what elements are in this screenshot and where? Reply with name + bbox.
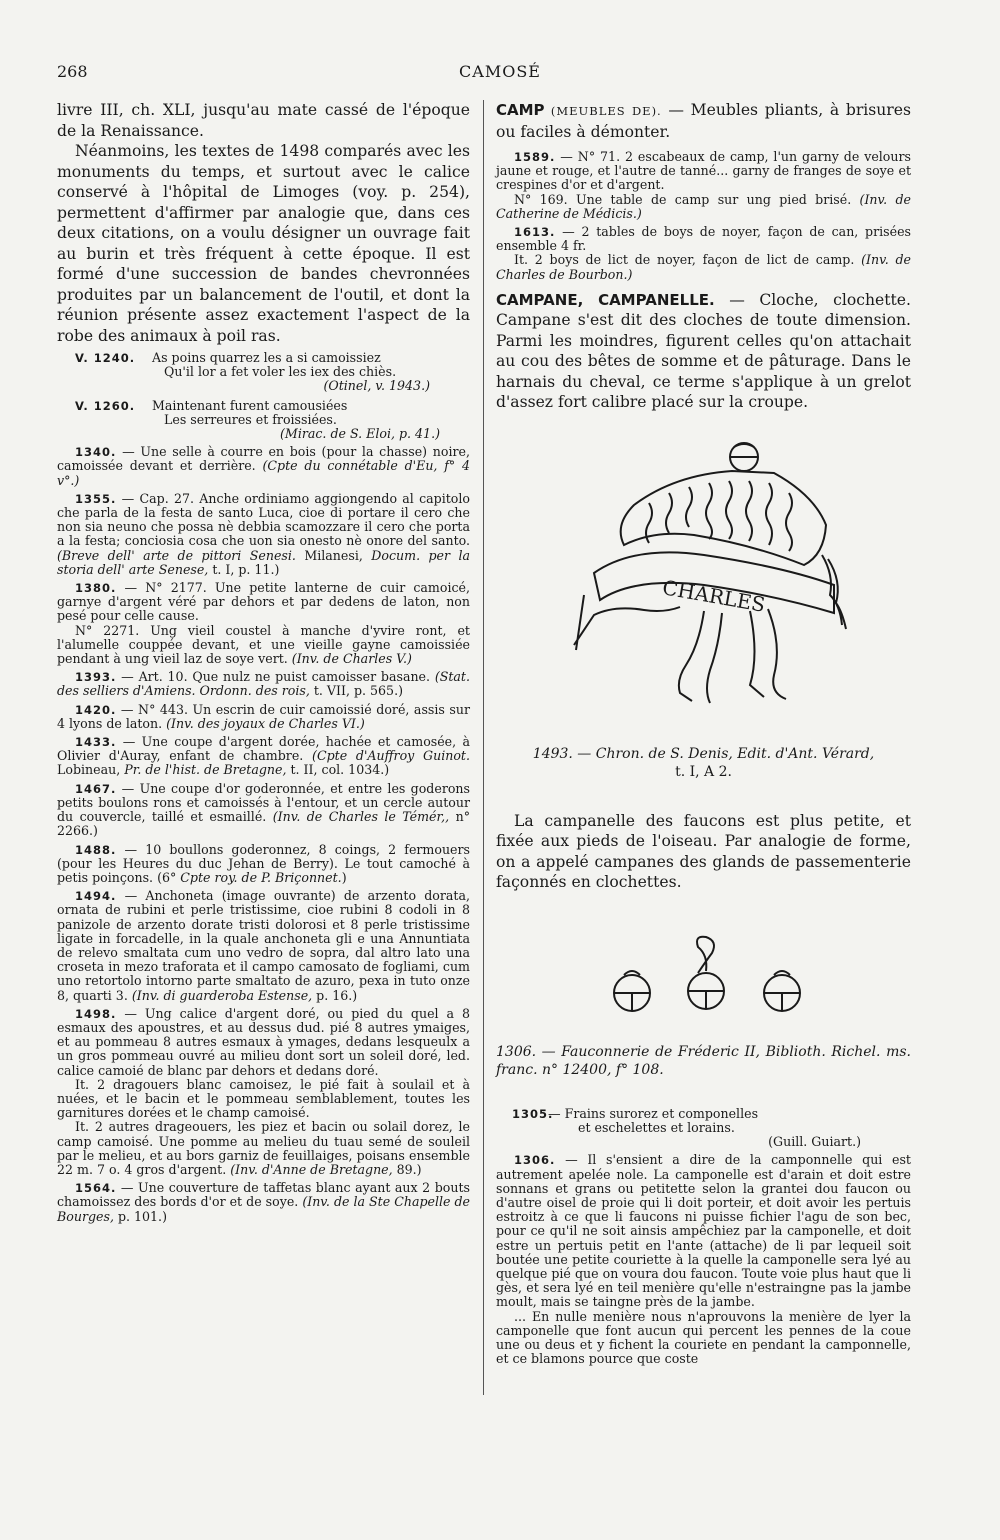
entry-year: 1488. bbox=[75, 842, 117, 857]
entry-year: 1355. bbox=[75, 491, 117, 506]
entry-source: (Inv. de la Ste Chapelle de Bourges, bbox=[57, 1194, 471, 1224]
entry-source: Cpte roy. de P. Briçonnet. bbox=[180, 869, 342, 885]
entry-year: 1498. bbox=[75, 1006, 117, 1021]
verse-line: Les serreures et froissiées. bbox=[164, 411, 337, 427]
entry-year: 1589. bbox=[514, 150, 556, 164]
entry-1393 bbox=[57, 670, 470, 698]
verse-entry-1260 bbox=[57, 399, 470, 442]
headword-campane bbox=[496, 290, 911, 413]
entry-year: 1305. bbox=[512, 1106, 554, 1121]
entry-text: — Il s'ensient a dire de la camponnelle qui est autrement apelée nole. La camponelle est d'arain et doit estre sonnans et grans ou petitette selon la grantei dou faucon ou d'autre oisel de proie qui li doit porteir, et doit avoir les pertuis estroitz à ce que li faucons ni puisse fichier l'agu de son bec, pour ce qu'il ne soit ainsis ampêchiez par la camponelle, et doit estre un pertuis petit en l'ante (attache) de li par lequeil soit boutée une petite couriette à la quelle la camponelle sera lyé au quelque pié que on voura dou faucon. Toute voie plus haut que li gès, et sera lyé en teil menière qu'elle n'estraingne pas la jambe moult, mais se taingne près de la jambe. bbox=[496, 1152, 911, 1310]
entry-year: 1613. bbox=[514, 225, 556, 240]
entry-1498-cont bbox=[57, 1078, 470, 1121]
page-header bbox=[0, 62, 1000, 86]
figure-caption: 1493. — Chron. de S. Denis, Edit. d'Ant. Vérard, bbox=[532, 745, 875, 762]
column-rule bbox=[483, 100, 484, 1395]
verse-source: (Mirac. de S. Eloi, p. 41.) bbox=[280, 426, 440, 442]
entry-1613-cont bbox=[496, 253, 911, 281]
entry-source: (Cpte d'Auffroy Guinot. bbox=[312, 748, 470, 764]
entry-text: n° 2266.) bbox=[57, 809, 470, 839]
entry-year: 1564. bbox=[75, 1181, 117, 1196]
entry-text: — Ung calice d'argent doré, ou pied du quel a 8 esmaux des apoustres, et au dessus dud. pié 8 autres ymaiges, et au pommeau 8 autres esmaux à ymages, dedans lesqueulx a un gros pommeau ouvré au milieu dont sort un soleil doré, led. calice camoié de blanc par dehors et dedans doré. bbox=[57, 1005, 470, 1078]
entry-1589-cont bbox=[496, 193, 911, 221]
entry-source: (Inv. de Charles V.) bbox=[291, 651, 412, 667]
headword-camp bbox=[496, 100, 911, 142]
entry-1613 bbox=[496, 225, 911, 253]
page-number: 268 bbox=[57, 62, 88, 81]
entry-text: — N° 71. 2 escabeaux de camp, l'un garny de velours jaune et rouge, et l'autre de tanné... garny de franges de soye et crespines d'or et d'argent. bbox=[496, 149, 911, 193]
entry-1380 bbox=[57, 581, 470, 624]
falcon-bells-illustration bbox=[594, 931, 814, 1021]
entry-text: — Cap. 27. Anche ordiniamo aggiongendo al capitolo che parla de la festa de santo Luca, cioe di portare il cero che non sia neuno che possa nè debbia scamozzare il cero che porta a la festa; conciosia cosa che uon sia onesto nè onore del santo. bbox=[57, 490, 470, 549]
entry-source: (Inv. de Catherine de Médicis.) bbox=[496, 191, 911, 221]
entry-year: 1340. bbox=[75, 445, 117, 460]
entry-text: 89.) bbox=[392, 1161, 422, 1177]
entry-source: (Inv. di guarderoba Estense, bbox=[131, 987, 313, 1003]
entry-year: V. 1240. bbox=[75, 351, 136, 365]
entry-year: 1393. bbox=[75, 670, 117, 685]
intro-text: livre III, ch. XLI, jusqu'au mate cassé de l'époque de la Renaissance. bbox=[57, 101, 470, 140]
entry-1564 bbox=[57, 1181, 470, 1224]
entry-source: (Inv. de Charles le Témér,, bbox=[272, 809, 450, 825]
headword-qualifier: (MEUBLES DE). bbox=[544, 104, 662, 118]
verse-line: Maintenant furent camousiées bbox=[152, 397, 348, 413]
entry-1306-cont bbox=[496, 1310, 911, 1367]
entry-source: (Inv. des joyaux de Charles VI.) bbox=[166, 715, 365, 731]
inscription-text: CHARLES bbox=[660, 574, 767, 617]
entry-1494 bbox=[57, 889, 470, 1003]
headword: CAMPANE, CAMPANELLE. bbox=[496, 290, 715, 309]
entry-text: — Une coupe d'or goderonnée, et entre les goderons petits boulons rons et camoissés à l'entour, et un cercle autour du couvercle, taillé et esmaillé. bbox=[57, 780, 470, 825]
entry-text: N° 169. Une table de camp sur ung pied brisé. bbox=[514, 191, 860, 207]
figure-caption: t. I, A 2. bbox=[675, 763, 732, 780]
entry-1306 bbox=[496, 1153, 911, 1309]
entry-1467 bbox=[57, 782, 470, 839]
entry-1433 bbox=[57, 735, 470, 778]
left-column bbox=[57, 100, 470, 1224]
entry-text: ) bbox=[341, 869, 347, 885]
entry-text: — Une couverture de taffetas blanc ayant aux 2 bouts chamoissez des bords d'or et de soye. bbox=[57, 1180, 470, 1210]
entry-1380-cont bbox=[57, 624, 470, 667]
entry-year: 1433. bbox=[75, 735, 117, 750]
entry-text: p. 101.) bbox=[113, 1208, 167, 1224]
entry-text: It. 2 autres drageouers, les piez et bacin ou solail dorez, le camp camoisé. Une pomme au melieu du tuau semé de souleil par le melieu, et au bors garniz de feuillaiges, poisans ensemble 22 m. 7 o. 4 gros d'argent. bbox=[57, 1119, 470, 1177]
entry-text: — Une coupe d'argent dorée, hachée et camosée, à Olivier d'Auray, enfant de chambre. bbox=[57, 734, 470, 764]
entry-1488 bbox=[57, 843, 470, 886]
entry-text: — Une selle à courre en bois (pour la chasse) noire, camoissée devant et derrière. bbox=[57, 444, 470, 474]
entry-1305 bbox=[496, 1107, 911, 1150]
entry-text: t. I, p. 11.) bbox=[208, 561, 280, 577]
entry-1498 bbox=[57, 1007, 470, 1078]
entry-text: — 2 tables de boys de noyer, façon de can, prisées ensemble 4 fr. bbox=[496, 224, 911, 254]
definition-text: — Meubles pliants, à brisures ou faciles à démonter. bbox=[496, 101, 911, 141]
entry-1355 bbox=[57, 492, 470, 577]
entry-text: — N° 443. Un escrin de cuir camoissié doré, assis sur 4 lyons de laton. bbox=[57, 701, 470, 731]
verse-source: (Otinel, v. 1943.) bbox=[323, 378, 430, 394]
right-column bbox=[496, 100, 911, 1366]
definition-text: — Cloche, clochette. Campane s'est dit des cloches de toute dimension. Parmi les moindres, figurent celles qu'on attachait au cou des bêtes de somme et de pâturage. Dans le harnais du cheval, ce terme s'applique à un grelot d'assez fort calibre placé sur la croupe. bbox=[496, 290, 911, 412]
entry-year: 1467. bbox=[75, 781, 117, 796]
entry-text: N° 2271. Ung vieil coustel à manche d'yvire ront, et l'alumelle couppée devant, et une vieille gayne camoissiée pendant à ung vieil laz de soye vert. bbox=[57, 622, 470, 667]
horse-harness-illustration bbox=[554, 435, 854, 725]
verse-line: et eschelettes et lorains. bbox=[578, 1120, 735, 1136]
entry-text: t. VII, p. 565.) bbox=[309, 683, 403, 699]
entry-text: — N° 2177. Une petite lanterne de cuir camoicé, garnye d'argent véré par dehors et par dedens de laton, non pesé pour celle cause. bbox=[57, 580, 470, 624]
entry-source: Docum. per la storia dell' arte Senese, bbox=[57, 547, 470, 577]
entry-1498-cont bbox=[57, 1120, 470, 1177]
entry-text: Lobineau, bbox=[57, 762, 125, 778]
entry-source: (Inv. d'Anne de Bretagne, bbox=[230, 1161, 393, 1177]
headword: CAMP bbox=[496, 101, 545, 119]
verse-source: (Guill. Guiart.) bbox=[768, 1134, 861, 1150]
body-paragraph: Néanmoins, les textes de 1498 comparés avec les monuments du temps, et surtout avec le calice conservé à l'hôpital de Limoges (voy. p. 254), permettent d'affirmer par analogie que, dans ces deux citations, on a voulu désigner un ouvrage fait au burin et très fréquent à cette époque. Il est formé d'une succession de bandes chevronnées produites par un balancement de l'outil, et dont la réunion présente assez exactement l'aspect de la robe des animaux à poil ras. bbox=[57, 142, 470, 345]
entry-1420 bbox=[57, 703, 470, 731]
verse-line: As poins quarrez les a si camoissiez bbox=[152, 350, 381, 365]
entry-text: — Anchoneta (image ouvrante) de arzento dorata, ornata de rubini et perle tristissime, cioe rubini 8 codoli in 8 panizole de arzento dorate tristi dolorosi et 8 perle tristissime ligate in forcadelle, in la quale anchoneta gli e una Annuntiata de relevo smaltata cum uno vedro de sopra, dal altro lato una croseta in mezo traforata et il campo camosato de fogliami, cum uno retortolo intorno parte smaltato de azuro, pexa in tuto onze 8, quarti 3. bbox=[57, 888, 470, 1003]
entry-1340 bbox=[57, 445, 470, 488]
entry-text: — Art. 10. Que nulz ne puist camoisser basane. bbox=[116, 669, 435, 685]
entry-year: 1306. bbox=[514, 1153, 556, 1168]
figure-caption: 1306. — Fauconnerie de Fréderic II, Biblioth. Richel. ms. franc. n° 12400, f° 108. bbox=[496, 1043, 911, 1078]
entry-text: — 10 boullons goderonnez, 8 coings, 2 fermouers (pour les Heures du duc Jehan de Berry). Le tout camoché à petis poinçons. (6° bbox=[57, 841, 470, 885]
verse-line: — Frains surorez et componelles bbox=[548, 1105, 759, 1121]
entry-source: (Cpte du connétable d'Eu, f° 4 v°.) bbox=[57, 458, 470, 488]
verse-entry-1240 bbox=[57, 351, 470, 394]
entry-text: p. 16.) bbox=[312, 987, 358, 1003]
entry-text: It. 2 boys de lict de noyer, façon de lict de camp. bbox=[514, 252, 862, 268]
entry-text: Milanesi, bbox=[295, 547, 372, 563]
verse-line: Qu'il lor a fet voler les iex des chiès. bbox=[164, 364, 397, 380]
entry-source: (Breve dell' arte de pittori Senesi. bbox=[57, 547, 296, 563]
entry-text: ... En nulle menière nous n'aprouvons la menière de lyer la camponelle que font aucun qui percent les pennes de la coue une ou deus et y fichent la couriete en pendant la camponnelle, et ce blamons pource que coste bbox=[496, 1308, 911, 1367]
entry-year: 1420. bbox=[75, 702, 117, 717]
running-title: CAMOSÉ bbox=[459, 62, 541, 81]
entry-text: It. 2 dragouers blanc camoisez, le pié fait à soulail et à nuées, et le bacin et le pommeau semblablement, toutes les garnitures dorées et le champ camoisé. bbox=[57, 1076, 470, 1121]
entry-1589 bbox=[496, 150, 911, 193]
entry-year: 1494. bbox=[75, 889, 117, 904]
entry-source: Pr. de l'hist. de Bretagne, bbox=[124, 762, 287, 778]
entry-year: V. 1260. bbox=[75, 398, 136, 413]
body-paragraph: La campanelle des faucons est plus petite, et fixée aux pieds de l'oiseau. Par analogie de forme, on a appelé campanes des glands de passementerie façonnés en clochettes. bbox=[496, 811, 911, 892]
entry-source: (Stat. des selliers d'Amiens. Ordonn. des rois, bbox=[57, 669, 470, 699]
entry-text: t. II, col. 1034.) bbox=[286, 762, 390, 778]
entry-year: 1380. bbox=[75, 581, 117, 596]
entry-source: (Inv. de Charles de Bourbon.) bbox=[496, 252, 912, 282]
